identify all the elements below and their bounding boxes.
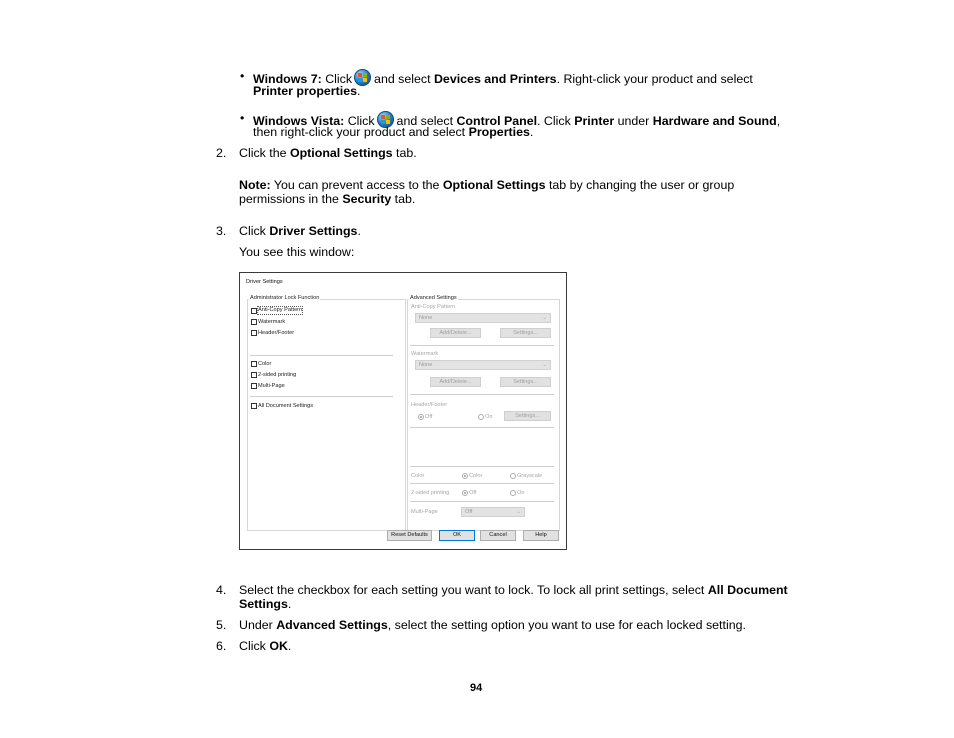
help-button[interactable]: Help	[523, 530, 559, 541]
anticopy-select[interactable]: None ⌄	[415, 313, 551, 323]
divider	[410, 466, 554, 467]
bullet-vista-line2: then right-click your product and select Properties.	[253, 125, 534, 139]
checkbox-label: All Document Settings	[258, 402, 314, 409]
os-label: Windows Vista:	[253, 114, 345, 128]
radio-label: On	[517, 490, 525, 496]
step-number: 5.	[216, 618, 227, 632]
dialog-title: Driver Settings	[246, 279, 283, 285]
anticopy-label: Anti-Copy Pattern	[411, 304, 456, 310]
anticopy-checkbox[interactable]	[251, 308, 257, 314]
bullet-windows7	[240, 69, 244, 84]
divider	[410, 345, 554, 346]
admin-lock-title: Administrator Lock Function	[250, 295, 320, 301]
grayscale-radio[interactable]	[510, 473, 516, 479]
color-label: Color	[411, 473, 425, 479]
anticopy-add-delete-button[interactable]: Add/Delete...	[430, 328, 481, 338]
chevron-down-icon: ⌄	[516, 509, 521, 515]
radio-label: Grayscale	[517, 473, 543, 479]
note-line2: permissions in the Security tab.	[239, 192, 416, 206]
ok-button[interactable]: OK	[439, 530, 475, 541]
chevron-down-icon: ⌄	[542, 362, 547, 368]
header-footer-off-radio[interactable]	[418, 414, 424, 420]
divider	[410, 427, 554, 428]
color-radio[interactable]	[462, 473, 468, 479]
bullet-windows7-text: Windows 7: Click and select Devices and Printers. Right-click your product and select	[253, 69, 753, 87]
bullet-dot: •	[240, 69, 245, 83]
radio-label: Off	[469, 490, 477, 496]
two-sided-on-radio[interactable]	[510, 490, 516, 496]
radio-label: Off	[425, 414, 433, 420]
divider	[410, 501, 554, 502]
note-line1: Note: You can prevent access to the Optional Settings tab by changing the user or group	[239, 178, 735, 192]
page-number: 94	[470, 682, 483, 694]
step-number: 6.	[216, 639, 227, 653]
watermark-checkbox[interactable]	[251, 319, 257, 325]
step-number: 4.	[216, 583, 227, 597]
watermark-add-delete-button[interactable]: Add/Delete...	[430, 377, 481, 387]
step-4-text: Select the checkbox for each setting you want to lock. To lock all print settings, select All Document	[239, 583, 788, 597]
two-sided-checkbox[interactable]	[251, 372, 257, 378]
two-sided-label: 2-sided printing	[411, 490, 450, 496]
checkbox-label: Multi-Page	[258, 383, 285, 389]
radio-label: Color	[469, 473, 483, 479]
os-label: Windows 7:	[253, 72, 322, 86]
multi-page-checkbox[interactable]	[251, 383, 257, 389]
bullet-windows7-line2: Printer properties.	[253, 84, 361, 98]
advanced-settings-title: Advanced Settings	[410, 295, 457, 301]
divider	[250, 396, 393, 397]
step-5-text: Under Advanced Settings, select the setting option you want to use for each locked setting.	[239, 618, 746, 632]
two-sided-off-radio[interactable]	[462, 490, 468, 496]
divider	[410, 394, 554, 395]
watermark-settings-button[interactable]: Settings...	[500, 377, 551, 387]
step-number: 3.	[216, 224, 227, 238]
anticopy-settings-button[interactable]: Settings...	[500, 328, 551, 338]
header-footer-checkbox[interactable]	[251, 330, 257, 336]
watermark-select[interactable]: None ⌄	[415, 360, 551, 370]
bullet-dot: •	[240, 111, 245, 125]
header-footer-on-radio[interactable]	[478, 414, 484, 420]
chevron-down-icon: ⌄	[542, 315, 547, 321]
step-number: 2.	[216, 146, 227, 160]
divider	[410, 483, 554, 484]
checkbox-label: Header/Footer	[258, 329, 295, 336]
all-document-settings-checkbox[interactable]	[251, 403, 257, 409]
reset-defaults-button[interactable]: Reset Defaults	[387, 530, 432, 541]
note-label: Note:	[239, 178, 271, 192]
bullet-vista-text: Windows Vista: Click and select Control Panel. Click Printer under Hardware and Sound,	[253, 111, 780, 129]
radio-label: On	[485, 414, 493, 420]
divider	[250, 355, 393, 356]
color-checkbox[interactable]	[251, 361, 257, 367]
step-2-text: Click the Optional Settings tab.	[239, 146, 417, 160]
driver-settings-dialog	[239, 272, 567, 550]
bullet-vista	[240, 111, 244, 126]
watermark-label: Watermark	[411, 351, 439, 357]
step-6-text: Click OK.	[239, 639, 292, 653]
multi-page-label: Multi-Page	[411, 509, 438, 515]
cancel-button[interactable]: Cancel	[480, 530, 516, 541]
multi-page-select[interactable]: Off ⌄	[461, 507, 525, 517]
see-window-text: You see this window:	[239, 245, 355, 259]
checkbox-label: Anti-Copy Pattern	[258, 307, 303, 313]
header-footer-label: Header/Footer	[411, 402, 448, 408]
checkbox-label: Color	[258, 361, 272, 367]
checkbox-label: Watermark	[258, 318, 286, 325]
header-footer-settings-button[interactable]: Settings...	[504, 411, 551, 421]
checkbox-label: 2-sided printing	[258, 372, 297, 378]
step-4-line2: Settings.	[239, 597, 292, 611]
step-3-text: Click Driver Settings.	[239, 224, 361, 238]
